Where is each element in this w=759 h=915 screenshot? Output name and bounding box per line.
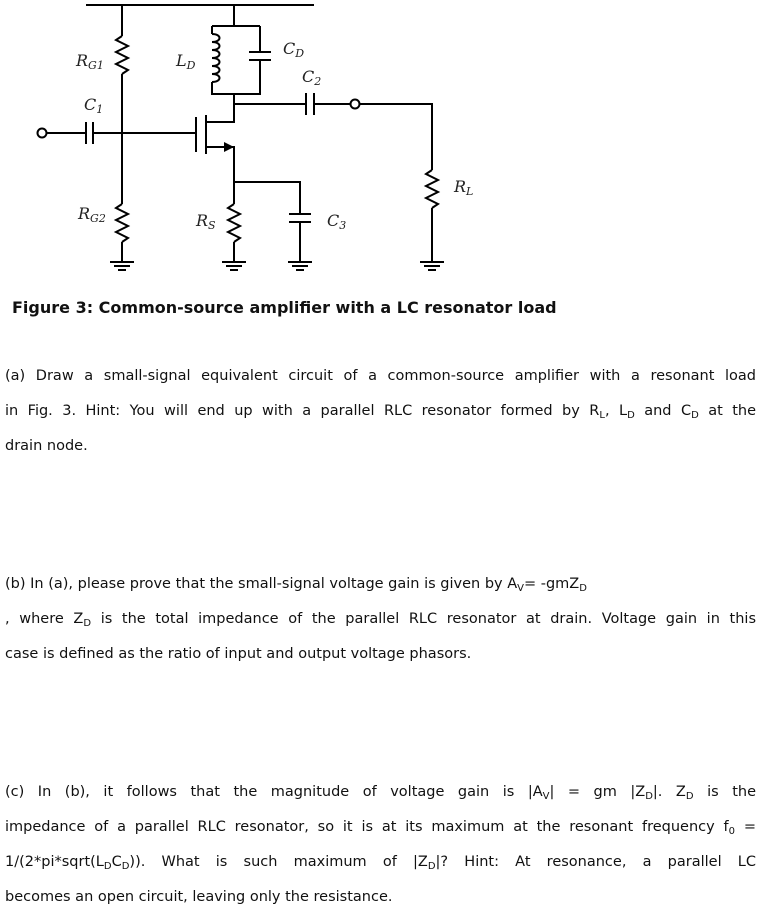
label-c3: C3 xyxy=(327,211,347,232)
circuit-schematic xyxy=(0,0,759,290)
question-part-c xyxy=(5,775,756,915)
part-b-line-3: case is defined as the ratio of input and output voltage phasors. xyxy=(5,646,472,662)
part-b-line-1: (b) In (a), please prove that the small-signal voltage gain is given by $A_V= -gmZ_D$ xyxy=(5,576,587,594)
capacitor-c3 xyxy=(289,214,311,222)
question-part-a xyxy=(5,359,756,464)
resistor-rg2 xyxy=(116,204,128,242)
label-ld: LD xyxy=(176,51,196,72)
resistor-rs xyxy=(228,204,240,242)
part-b-line-2: , where $Z_D$ is the total impedance of the parallel RLC resonator at drain. Voltage gain in this xyxy=(5,611,756,629)
part-a-line-3: drain node. xyxy=(5,438,88,454)
resistor-rg1 xyxy=(116,36,128,74)
label-rl: RL xyxy=(454,177,474,198)
part-c-line-4: becomes an open circuit, leaving only the resistance. xyxy=(5,889,393,905)
label-rs: RS xyxy=(196,211,216,232)
part-a-line-1: (a) Draw a small-signal equivalent circuit of a common-source amplifier with a resonant load xyxy=(5,368,756,384)
part-c-line-2: impedance of a parallel RLC resonator, so it is at its maximum at the resonant frequency $f_0$ = xyxy=(5,819,757,837)
part-c-line-1: (c) In (b), it follows that the magnitude of voltage gain is $|A_V|$ = gm $|Z_D|$. $Z_D$ is the xyxy=(5,784,756,802)
bypass-wire xyxy=(234,182,300,214)
part-c-line-3: $1/(2*pi*sqrt(L_DC_D))$. What is such maximum of $|Z_D|$? Hint: At resonance, a parallel LC xyxy=(5,854,756,872)
label-rg2: RG2 xyxy=(78,204,106,225)
ground-symbol-rl xyxy=(420,262,444,270)
ground-symbol-rg2 xyxy=(110,262,134,270)
part-a-line-2: in Fig. 3. Hint: You will end up with a parallel RLC resonator formed by $R_L$, $L_D$ and $C_D$ at the xyxy=(5,403,757,421)
label-rg1: RG1 xyxy=(76,51,104,72)
label-c1: C1 xyxy=(84,95,104,116)
capacitor-c2 xyxy=(306,93,314,115)
inductor-ld xyxy=(212,34,220,82)
source-arrow xyxy=(224,142,234,152)
ground-symbol-rs xyxy=(222,262,246,270)
input-terminal xyxy=(38,129,47,138)
label-cd: CD xyxy=(283,39,305,60)
figure-caption: Figure 3: Common-source amplifier with a LC resonator load xyxy=(12,298,557,317)
load-wire xyxy=(360,104,433,170)
output-terminal xyxy=(351,100,360,109)
resistor-rl xyxy=(426,170,438,208)
question-part-b xyxy=(5,567,756,672)
nmos-transistor xyxy=(196,94,234,182)
capacitor-c1 xyxy=(86,122,93,144)
capacitor-cd xyxy=(249,52,271,60)
ground-symbol-c3 xyxy=(288,262,312,270)
label-c2: C2 xyxy=(302,67,322,88)
